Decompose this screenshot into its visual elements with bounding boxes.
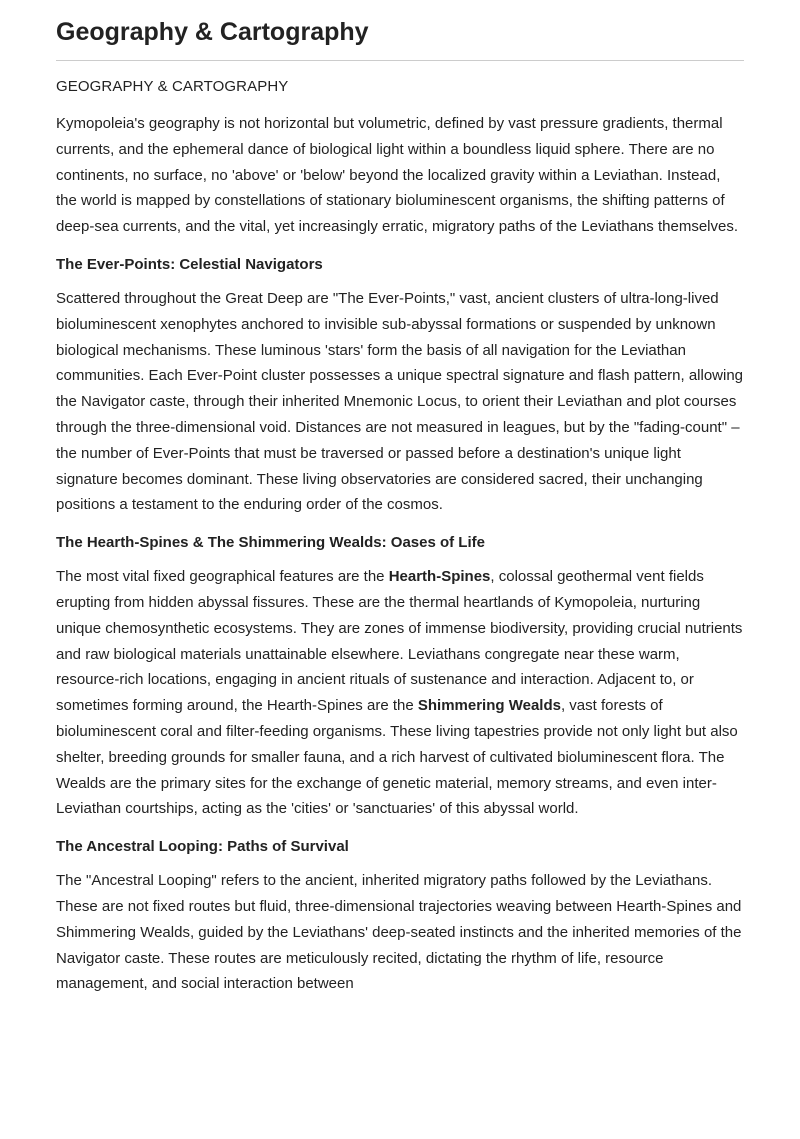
- hearth-spines-text-3: , vast forests of bioluminescent coral and filter-feeding organisms. These living tapestries provide not only light but also shelter, breeding grounds for smaller fauna, and a rich harvest of cultivated bioluminescent flora. The Wealds are the primary sites for the exchange of genetic material, memory streams, and even inter-Leviathan courtships, acting as the 'cities' or 'sanctuaries' of this abyssal world.: [56, 697, 738, 818]
- section-heading: GEOGRAPHY & CARTOGRAPHY: [56, 78, 289, 95]
- hearth-spines-paragraph: [56, 564, 744, 822]
- ancestral-looping-heading: The Ancestral Looping: Paths of Survival: [56, 838, 349, 856]
- shimmering-wealds-term: Shimmering Wealds: [417, 697, 561, 715]
- ever-points-heading: The Ever-Points: Celestial Navigators: [56, 255, 323, 273]
- hearth-spines-heading: The Hearth-Spines & The Shimmering Wealds: Oases of Life: [56, 534, 485, 552]
- page-title: Geography & Cartography: [56, 18, 369, 46]
- title-divider: [56, 60, 744, 61]
- ancestral-looping-paragraph: The "Ancestral Looping" refers to the ancient, inherited migratory paths followed by the Leviathans. These are not fixed routes but fluid, three-dimensional trajectories weaving between Hearth-Spines and Shimmering Wealds, guided by the Leviathans' deep-seated instincts and the inherited memories of the Navigator caste. These routes are meticulously recited, dictating the rhythm of life, resource management, and social interaction between: [56, 872, 742, 993]
- hearth-spines-term: Hearth-Spines: [388, 568, 491, 586]
- hearth-spines-text-1: The most vital fixed geographical features are the: [56, 568, 389, 586]
- intro-paragraph: Kymopoleia's geography is not horizontal but volumetric, defined by vast pressure gradients, thermal currents, and the ephemeral dance of biological light within a boundless liquid sphere. There are no continents, no surface, no 'above' or 'below' beyond the localized gravity within a Leviathan. Instead, the world is mapped by constellations of stationary bioluminescent organisms, the shifting patterns of deep-sea currents, and the vital, yet increasingly erratic, migratory paths of the Leviathans themselves.: [56, 115, 739, 236]
- hearth-spines-text-2: , colossal geothermal vent fields erupting from hidden abyssal fissures. These are the thermal heartlands of Kymopoleia, nurturing unique chemosynthetic ecosystems. They are zones of immense biodiversity, providing crucial nutrients and raw biological materials unattainable elsewhere. Leviathans congregate near these warm, resource-rich locations, engaging in ancient rituals of sustenance and interaction. Adjacent to, or sometimes forming around, the Hearth-Spines are the: [56, 568, 743, 715]
- ever-points-paragraph: Scattered throughout the Great Deep are "The Ever-Points," vast, ancient clusters of ultra-long-lived bioluminescent xenophytes anchored to invisible sub-abyssal formations or suspended by unknown biological mechanisms. These luminous 'stars' form the basis of all navigation for the Leviathan communities. Each Ever-Point cluster possesses a unique spectral signature and flash pattern, allowing the Navigator caste, through their inherited Mnemonic Locus, to orient their Leviathan and plot courses through the three-dimensional void. Distances are not measured in leagues, but by the "fading-count" – the number of Ever-Points that must be traversed or passed before a destination's unique light signature becomes dominant. These living observatories are considered sacred, their unchanging positions a testament to the enduring order of the cosmos.: [56, 289, 744, 514]
